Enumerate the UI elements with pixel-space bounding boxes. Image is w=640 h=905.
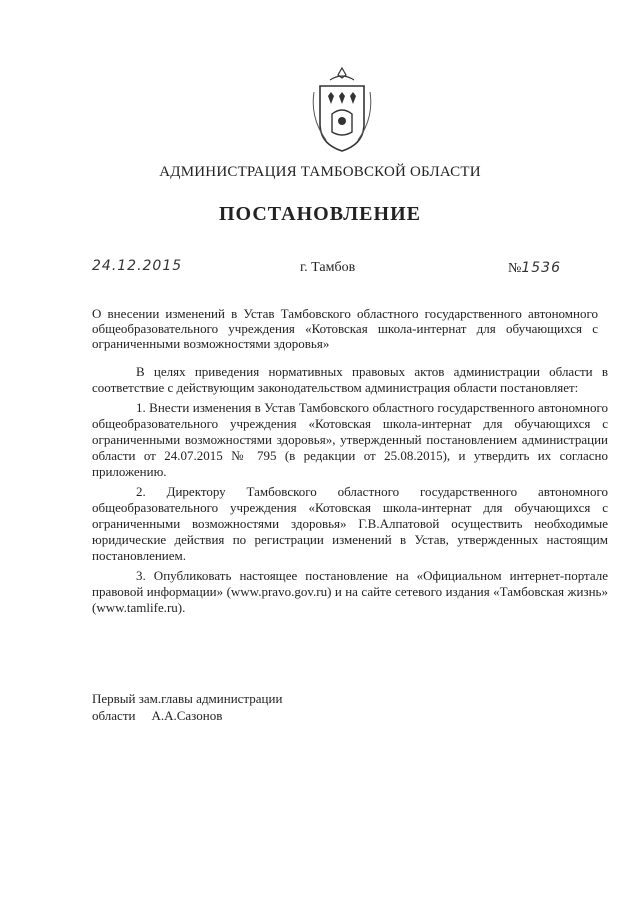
signer-position-line1: Первый зам.главы администрации [92,691,283,706]
clause-2-paragraph: 2. Директору Тамбовского областного государственного автономного общеобразовательного учреждения «Котовская школа-интернат для обучающихся с ограниченными возможностями здоровья» Г.В.Алпатовой осуществить необходимые юридические действия по регистрации изменений в Устав, утвержденных настоящим постановлением. [92,484,608,563]
document-body [92,364,608,620]
tambov-coat-of-arms-icon [306,66,378,154]
signer-name: А.А.Сазонов [151,708,223,723]
number-value: 1536 [521,260,561,276]
number-sign: № [508,261,522,276]
signer-position-line2: области [92,708,136,723]
document-subject: О внесении изменений в Устав Тамбовского областного государственного автономного общеобразовательного учреждения «Котовская школа-интернат для обучающихся с ограниченными возможностями здоровья» [92,306,598,351]
clause-3-paragraph: 3. Опубликовать настоящее постановление на «Официальном интернет-портале правовой информации» (www.pravo.gov.ru) и на сайте сетевого издания «Тамбовская жизнь» (www.tamlife.ru). [92,568,608,615]
signer-line [92,707,282,724]
clause-1-paragraph: 1. Внести изменения в Устав Тамбовского областного государственного автономного общеобразовательного учреждения «Котовская школа-интернат для обучающихся с ограниченными возможностями здоровья», утвержденный постановлением администрации области от 24.07.2015 № 795 (в редакции от 25.08.2015), и утвердить их согласно приложению. [92,400,608,479]
organization-name: АДМИНИСТРАЦИЯ ТАМБОВСКОЙ ОБЛАСТИ [159,164,481,180]
document-date: 24.12.2015 [92,258,183,274]
document-number [508,260,561,277]
document-title: ПОСТАНОВЛЕНИЕ [219,203,421,225]
document-city: г. Тамбов [300,260,356,275]
preamble-paragraph: В целях приведения нормативных правовых актов администрации области в соответствие с действующим законодательством администрация области постановляет: [92,364,608,395]
signature-block [92,690,282,724]
